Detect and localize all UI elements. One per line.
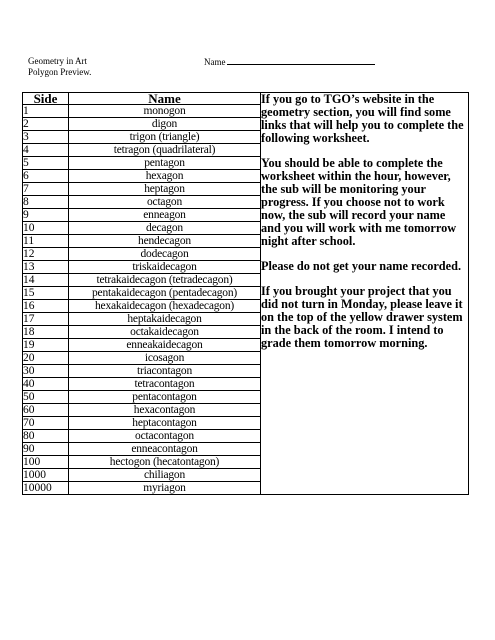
side-count-cell: 3: [23, 131, 69, 144]
side-count-cell: 70: [23, 417, 69, 430]
polygon-name-cell: hectogon (hecatontagon): [69, 456, 261, 469]
polygon-name-cell: octagon: [69, 196, 261, 209]
instruction-paragraph: If you go to TGO’s website in the geometry section, you will find some links that will help you to complete the following worksheet.: [261, 92, 464, 145]
polygon-name-cell: pentacontagon: [69, 391, 261, 404]
side-count-cell: 20: [23, 352, 69, 365]
side-count-cell: 15: [23, 287, 69, 300]
polygon-name-cell: octakaidecagon: [69, 326, 261, 339]
side-count-cell: 10000: [23, 482, 69, 495]
side-count-cell: 100: [23, 456, 69, 469]
side-count-cell: 10: [23, 222, 69, 235]
side-count-cell: 7: [23, 183, 69, 196]
polygon-name-cell: hendecagon: [69, 235, 261, 248]
course-title: Geometry in Art: [28, 56, 87, 66]
polygon-name-cell: pentagon: [69, 157, 261, 170]
side-count-cell: 13: [23, 261, 69, 274]
polygon-name-cell: digon: [69, 118, 261, 131]
polygon-name-cell: pentakaidecagon (pentadecagon): [69, 287, 261, 300]
side-count-cell: 11: [23, 235, 69, 248]
polygon-name-cell: hexakaidecagon (hexadecagon): [69, 300, 261, 313]
polygon-name-cell: enneagon: [69, 209, 261, 222]
side-count-cell: 1: [23, 105, 69, 118]
polygon-name-cell: chiliagon: [69, 469, 261, 482]
side-count-cell: 6: [23, 170, 69, 183]
worksheet-subtitle: Polygon Preview.: [28, 67, 92, 77]
side-count-cell: 12: [23, 248, 69, 261]
polygon-name-cell: octacontagon: [69, 430, 261, 443]
side-count-cell: 18: [23, 326, 69, 339]
side-count-cell: 90: [23, 443, 69, 456]
side-count-cell: 80: [23, 430, 69, 443]
worksheet-header: [28, 56, 91, 78]
polygon-name-cell: heptacontagon: [69, 417, 261, 430]
polygon-name-cell: icosagon: [69, 352, 261, 365]
polygon-name-cell: triskaidecagon: [69, 261, 261, 274]
polygon-name-cell: trigon (triangle): [69, 131, 261, 144]
side-count-cell: 9: [23, 209, 69, 222]
name-column-header: Name: [69, 93, 261, 105]
side-count-cell: 40: [23, 378, 69, 391]
polygon-name-cell: monogon: [69, 105, 261, 118]
side-count-cell: 17: [23, 313, 69, 326]
side-count-cell: 1000: [23, 469, 69, 482]
polygon-name-cell: hexagon: [69, 170, 261, 183]
instruction-paragraph: If you brought your project that you did not turn in Monday, please leave it on the top of the yellow drawer system in the back of the room. I intend to grade them tomorrow morning.: [261, 284, 463, 350]
side-count-cell: 60: [23, 404, 69, 417]
polygon-name-cell: tetragon (quadrilateral): [69, 144, 261, 157]
polygon-name-cell: dodecagon: [69, 248, 261, 261]
name-blank-line[interactable]: [227, 56, 375, 65]
name-field[interactable]: [204, 56, 375, 68]
side-count-cell: 50: [23, 391, 69, 404]
side-count-cell: 8: [23, 196, 69, 209]
table-header-row: [23, 93, 469, 105]
side-count-cell: 19: [23, 339, 69, 352]
side-count-cell: 16: [23, 300, 69, 313]
polygon-name-cell: heptagon: [69, 183, 261, 196]
polygon-name-cell: tetrakaidecagon (tetradecagon): [69, 274, 261, 287]
side-count-cell: 30: [23, 365, 69, 378]
polygon-name-cell: enneakaidecagon: [69, 339, 261, 352]
side-count-cell: 14: [23, 274, 69, 287]
side-count-cell: 5: [23, 157, 69, 170]
instruction-paragraph: Please do not get your name recorded.: [261, 259, 462, 273]
polygon-name-cell: heptakaidecagon: [69, 313, 261, 326]
side-count-cell: 2: [23, 118, 69, 131]
side-count-cell: 4: [23, 144, 69, 157]
polygon-name-cell: decagon: [69, 222, 261, 235]
side-column-header: Side: [23, 93, 69, 105]
polygon-name-cell: myriagon: [69, 482, 261, 495]
polygon-name-cell: triacontagon: [69, 365, 261, 378]
instructions-cell: [261, 93, 469, 495]
polygon-name-cell: hexacontagon: [69, 404, 261, 417]
name-label: Name: [204, 57, 226, 67]
polygon-name-cell: enneacontagon: [69, 443, 261, 456]
polygon-name-cell: tetracontagon: [69, 378, 261, 391]
instruction-paragraph: You should be able to complete the worksheet within the hour, however, the sub will be monitoring your progress. If you choose not to work now, the sub will record your name and you will work with me tomorrow night after school.: [261, 156, 457, 248]
polygon-table: [22, 92, 469, 495]
